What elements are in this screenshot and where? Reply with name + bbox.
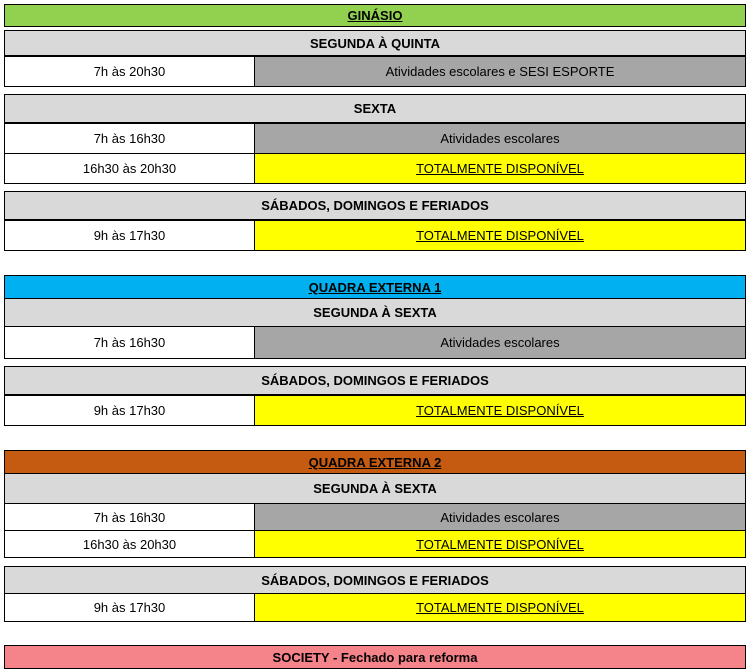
table-row xyxy=(4,327,746,359)
ginasio-title-row xyxy=(4,4,746,27)
activity-cell: Atividades escolares xyxy=(255,124,745,153)
activity-cell: Atividades escolares xyxy=(255,504,745,530)
ginasio-sexta-heading-row xyxy=(4,94,746,123)
quadra1-title: QUADRA EXTERNA 1 xyxy=(5,276,745,298)
time-cell: 7h às 20h30 xyxy=(5,57,255,86)
time-cell: 16h30 às 20h30 xyxy=(5,154,255,183)
quadra1-title-row xyxy=(4,275,746,299)
ginasio-seg-qui-heading: SEGUNDA À QUINTA xyxy=(5,31,745,55)
quadra2-seg-sex-heading: SEGUNDA À SEXTA xyxy=(5,474,745,503)
ginasio-seg-qui-heading-row xyxy=(4,30,746,56)
activity-cell: TOTALMENTE DISPONÍVEL xyxy=(255,531,745,557)
activity-cell: TOTALMENTE DISPONÍVEL xyxy=(255,396,745,425)
table-row xyxy=(4,531,746,558)
quadra2-fds-heading-row xyxy=(4,566,746,594)
table-row xyxy=(4,594,746,622)
activity-cell: TOTALMENTE DISPONÍVEL xyxy=(255,594,745,621)
quadra1-fds-heading: SÁBADOS, DOMINGOS E FERIADOS xyxy=(5,367,745,394)
time-cell: 7h às 16h30 xyxy=(5,327,255,358)
time-cell: 16h30 às 20h30 xyxy=(5,531,255,557)
table-row xyxy=(4,395,746,426)
table-row xyxy=(4,123,746,154)
quadra2-title: QUADRA EXTERNA 2 xyxy=(5,451,745,473)
table-row xyxy=(4,504,746,531)
quadra1-seg-sex-heading: SEGUNDA À SEXTA xyxy=(5,299,745,326)
ginasio-title: GINÁSIO xyxy=(5,5,745,26)
table-row xyxy=(4,154,746,184)
time-cell: 9h às 17h30 xyxy=(5,396,255,425)
quadra1-fds-heading-row xyxy=(4,366,746,395)
time-cell: 7h às 16h30 xyxy=(5,504,255,530)
activity-cell: TOTALMENTE DISPONÍVEL xyxy=(255,154,745,183)
table-row xyxy=(4,220,746,251)
time-cell: 7h às 16h30 xyxy=(5,124,255,153)
quadra2-fds-heading: SÁBADOS, DOMINGOS E FERIADOS xyxy=(5,567,745,593)
society-title: SOCIETY - Fechado para reforma xyxy=(5,646,745,668)
ginasio-sexta-heading: SEXTA xyxy=(5,95,745,122)
quadra1-seg-sex-heading-row xyxy=(4,299,746,327)
quadra2-title-row xyxy=(4,450,746,474)
activity-cell: Atividades escolares e SESI ESPORTE xyxy=(255,57,745,86)
time-cell: 9h às 17h30 xyxy=(5,221,255,250)
quadra2-seg-sex-heading-row xyxy=(4,474,746,504)
ginasio-fds-heading: SÁBADOS, DOMINGOS E FERIADOS xyxy=(5,192,745,219)
ginasio-fds-heading-row xyxy=(4,191,746,220)
activity-cell: Atividades escolares xyxy=(255,327,745,358)
table-row xyxy=(4,56,746,87)
society-title-row xyxy=(4,645,746,669)
time-cell: 9h às 17h30 xyxy=(5,594,255,621)
activity-cell: TOTALMENTE DISPONÍVEL xyxy=(255,221,745,250)
